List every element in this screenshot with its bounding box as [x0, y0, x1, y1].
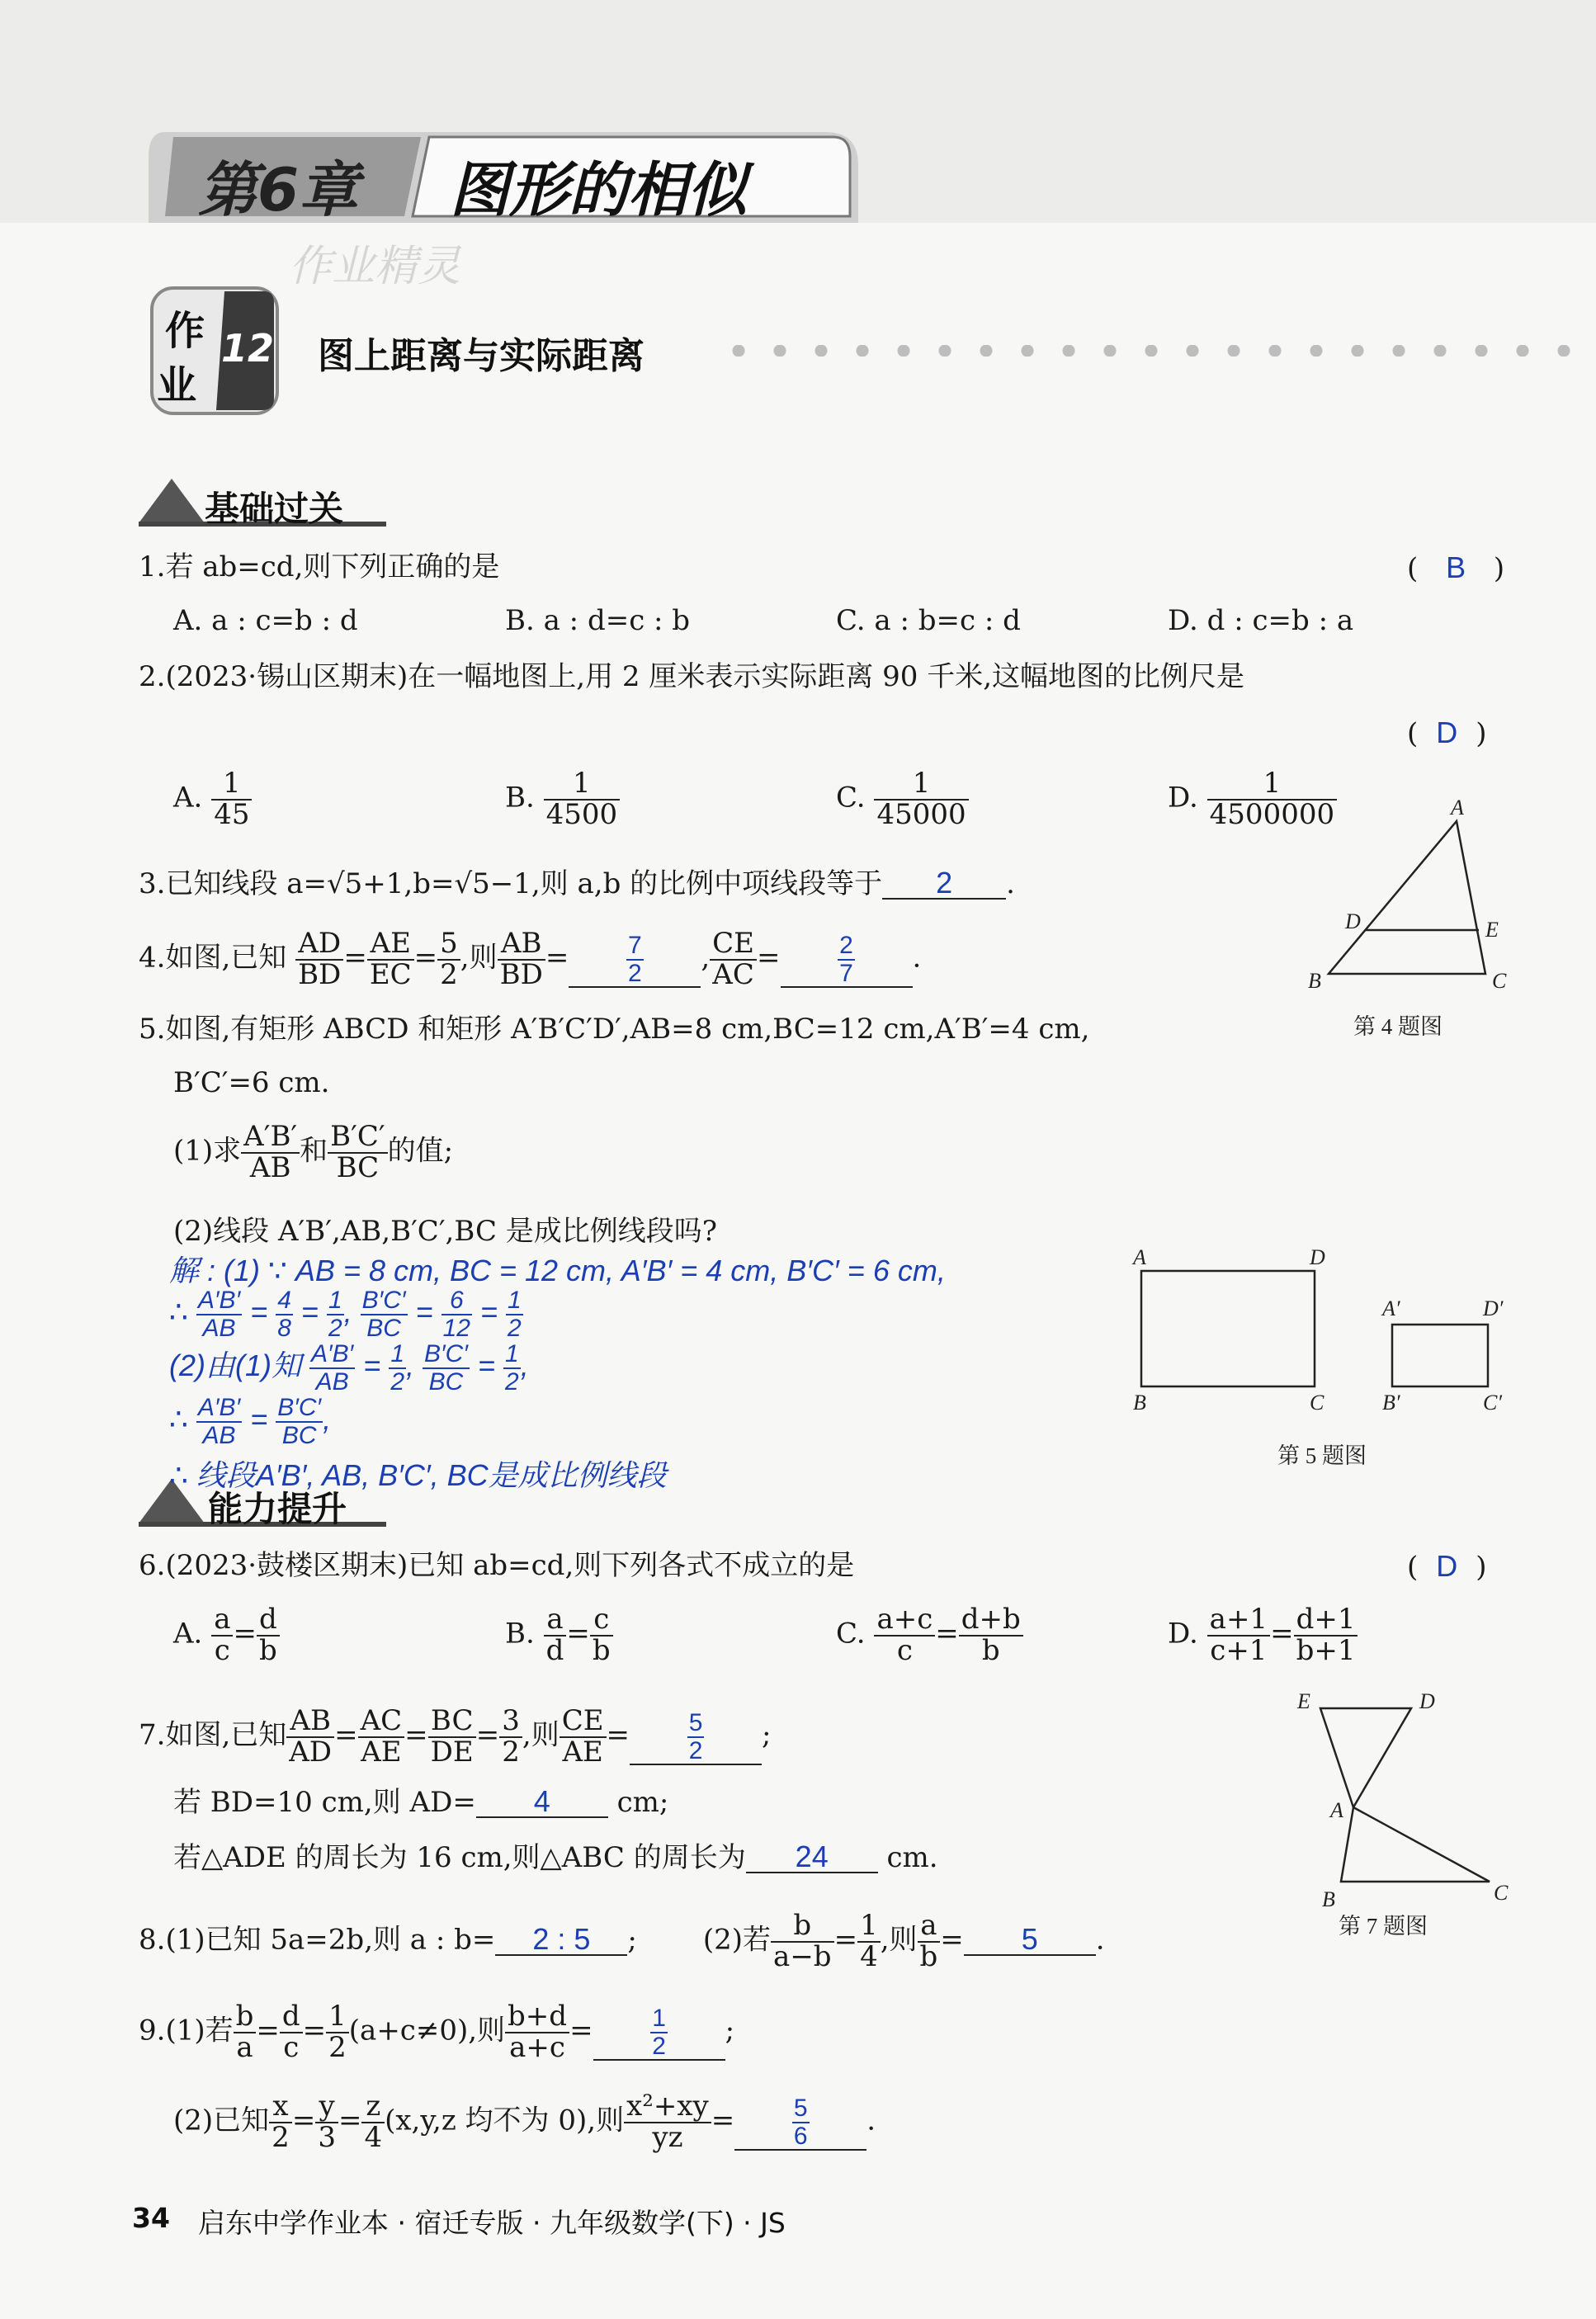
hfrac [309, 1341, 355, 1395]
q7-end1: ; [762, 1718, 772, 1752]
homework-char-1: 作 [165, 308, 205, 354]
q7-line2 [173, 1784, 669, 1819]
num: 2 [839, 932, 853, 960]
label-a: A [1451, 796, 1464, 819]
q4-prefix: 4.如图,已知 [139, 941, 287, 975]
q1-option-c: C. a : b=c : d [836, 604, 1021, 637]
den: AD [286, 1736, 334, 1768]
den: a+c [505, 2032, 569, 2063]
den: d [544, 1635, 567, 1666]
q1-option-a: A. a : c=b : d [173, 604, 358, 637]
den: c [280, 2032, 303, 2063]
q6-option-a: A. $\frac{a}{c}$ = $\frac{d}{b}$ [173, 1605, 280, 1665]
frac [918, 1911, 941, 1972]
q4-frac-ae-ec [367, 929, 414, 989]
den: a [234, 2032, 257, 2063]
label-c: C [1492, 969, 1507, 993]
answer-fraction [626, 933, 644, 986]
num: B′C′ [424, 1340, 468, 1367]
den: yz [624, 2122, 711, 2153]
den: 12 [442, 1314, 470, 1342]
q2-option-b [505, 769, 620, 829]
num: AC [360, 1704, 403, 1737]
num: 1 [860, 1909, 878, 1942]
frac [560, 1704, 607, 1769]
den: 2 [328, 1314, 342, 1342]
q9-answer-1 [593, 2005, 725, 2061]
hfrac [327, 1287, 344, 1341]
frac [590, 1605, 613, 1665]
option-letter: C. [836, 1617, 866, 1651]
num: 1 [912, 767, 931, 800]
q9-line2: (2)已知 $\frac{x}{2}$ = $\frac{y}{3}$ = $\frac{z}{4}$ (x,y,z 均不为 0),则 $\frac{\text{x²+xy}}{yz}$ = $\frac{5}{6}$ . [173, 2090, 876, 2154]
hfrac [276, 1287, 293, 1341]
num: AB [500, 927, 542, 960]
den: b [257, 1635, 280, 1666]
hfrac [196, 1287, 242, 1341]
den: AB [241, 1152, 300, 1183]
frac-b1c1-bc [328, 1122, 387, 1183]
frac [234, 2002, 257, 2062]
frac [1207, 1605, 1270, 1665]
den: BC [328, 1152, 387, 1183]
q5-line1: 5.如图,有矩形 ABCD 和矩形 A′B′C′D′,AB=8 cm,BC=12 cm,A′B′=4 cm, [139, 1013, 1090, 1046]
num: 1 [328, 1287, 342, 1314]
frac [257, 1605, 280, 1665]
num: 1 [508, 1287, 522, 1314]
answer-fraction [838, 933, 855, 986]
num: d [258, 1603, 277, 1636]
homework-number: 12 [221, 326, 275, 371]
frac [959, 1605, 1023, 1665]
num: a+1 [1209, 1603, 1268, 1636]
num: 1 [223, 767, 241, 800]
den: 2 [628, 959, 642, 987]
den: 4 [857, 1941, 881, 1972]
label-d-prime: D′ [1483, 1296, 1504, 1320]
frac-a1b1-ab [241, 1122, 300, 1183]
homework-char-2: 业 [157, 362, 197, 409]
option-letter: B. [505, 781, 535, 815]
frac [326, 2002, 349, 2062]
den: 2 [390, 1367, 405, 1396]
q7-prefix: 7.如图,已知 [139, 1718, 287, 1752]
num: 1 [573, 767, 591, 800]
den: 2 [437, 959, 460, 990]
num: y [319, 2090, 335, 2123]
den: b [918, 1941, 941, 1972]
q7-line3 [173, 1842, 938, 1873]
num: B′C′ [361, 1287, 406, 1314]
hfrac [503, 1341, 521, 1395]
frac [874, 1605, 935, 1665]
frac [315, 2092, 338, 2152]
q3-answer: 2 [882, 868, 1006, 900]
den: 4500 [544, 799, 621, 830]
q6-answer-bracket: ( D ) [1407, 1549, 1487, 1584]
q1-option-b: B. a : d=c : b [505, 604, 691, 637]
den: b [959, 1635, 1023, 1666]
dotted-divider [718, 345, 1584, 357]
label-b: B [1308, 969, 1321, 993]
num: x [272, 2090, 289, 2123]
option-fraction [544, 769, 621, 829]
den: AB [196, 1421, 242, 1449]
paren-close: ) [1493, 552, 1505, 585]
q5-p1-and: 和 [300, 1134, 328, 1168]
num: A′B′ [197, 1394, 241, 1421]
frac [211, 1605, 233, 1665]
den: 2 [499, 1736, 522, 1768]
figure-7-caption: 第 7 题图 [1339, 1914, 1428, 1939]
num: 7 [628, 932, 642, 960]
den: 3 [315, 2122, 338, 2153]
den: a−b [771, 1941, 834, 1972]
q4-answer-1 [569, 933, 701, 988]
option-letter: C. [836, 781, 866, 815]
den: c [874, 1635, 935, 1666]
q4-answer-2 [781, 933, 913, 988]
num: d [281, 2000, 300, 2033]
den: 2 [269, 2122, 292, 2153]
q5-p1-suffix: 的值; [387, 1134, 454, 1168]
option-letter: D. [1168, 781, 1198, 815]
den: 2 [505, 1367, 519, 1396]
q2-option-c [836, 769, 969, 829]
q5-line2: B′C′=6 cm. [173, 1066, 330, 1099]
num: 5 [793, 2095, 808, 2123]
q5-part2: (2)线段 A′B′,AB,B′C′,BC 是成比例线段吗? [173, 1215, 718, 1248]
den: 4500000 [1207, 799, 1337, 830]
therefore: ∴ [169, 1402, 188, 1437]
hfrac [389, 1341, 406, 1395]
sol3-prefix: (2)由(1)知 [169, 1348, 301, 1383]
q9-p2-pre: (2)已知 [173, 2104, 270, 2137]
q4-line: 4.如图,已知 $\frac{AD}{BD}$ = $\frac{AE}{EC}$ = $\frac{5}{2}$ ,则 $\frac{AB}{BD}$ = $\frac{7}{2}$ , $\frac{CE}{AC}$ = $\frac{2}{7}$ . [139, 927, 922, 991]
frac [361, 2092, 385, 2152]
label-b: B [1133, 1391, 1146, 1415]
num: b+d [508, 2000, 568, 2033]
den: 6 [793, 2122, 808, 2150]
hfrac [506, 1287, 523, 1341]
q8-answer-2: 5 [964, 1925, 1096, 1956]
figure-4-caption: 第 4 题图 [1353, 1014, 1443, 1039]
q3-end: . [1006, 867, 1015, 900]
figure-5-caption: 第 5 题图 [1277, 1443, 1367, 1468]
q4-mid: ,则 [460, 941, 498, 975]
label-b: B [1322, 1887, 1335, 1906]
hfrac [441, 1287, 472, 1341]
frac [1294, 1605, 1358, 1665]
den: BC [423, 1367, 470, 1396]
num: BC [430, 1704, 474, 1737]
q1-option-d: D. d : c=b : a [1168, 604, 1354, 637]
den: 45 [211, 799, 252, 830]
num: 1 [505, 1340, 519, 1367]
den: 45000 [874, 799, 968, 830]
q8-p2-mid: ,则 [880, 1923, 918, 1957]
den: AE [560, 1736, 607, 1768]
label-e: E [1485, 918, 1499, 942]
label-d: D [1419, 1689, 1435, 1713]
q2-stem: 2.(2023·锡山区期末)在一幅地图上,用 2 厘米表示实际距离 90 千米,这幅地图的比例尺是 [139, 660, 1245, 693]
num: 5 [440, 927, 458, 960]
num: AE [370, 927, 411, 960]
den: c+1 [1207, 1635, 1270, 1666]
answer-fraction [650, 2005, 668, 2059]
den: BC [361, 1314, 408, 1342]
num: AB [290, 1704, 331, 1737]
den: c [211, 1635, 233, 1666]
q8-p1: 8.(1)已知 5a=2b,则 a : b= [139, 1923, 496, 1957]
num: a+c [876, 1603, 933, 1636]
frac [280, 2002, 303, 2062]
num: 6 [449, 1287, 464, 1314]
frac [428, 1704, 476, 1769]
q5-solution-line5: ∴ 线段A′B′, AB, B′C′, BC是成比例线段 [169, 1458, 667, 1492]
num: 1 [328, 2000, 347, 2033]
num: b [793, 1909, 812, 1942]
label-a-prime: A′ [1382, 1296, 1400, 1320]
paren-open: ( [1407, 552, 1419, 585]
q1-stem: 1.若 ab=cd,则下列正确的是 [139, 550, 500, 583]
hfrac [423, 1341, 470, 1395]
frac [544, 1605, 567, 1665]
num: x²+xy [626, 2090, 709, 2123]
den: EC [367, 959, 414, 990]
q4-end: . [912, 941, 922, 975]
option-letter: B. [505, 1617, 535, 1651]
q7-line2-pre: 若 BD=10 cm,则 AD= [173, 1786, 476, 1819]
q4-frac-ad-bd [295, 929, 343, 989]
q5-solution-line2: ∴ $\frac{A'B'}{AB}$ = $\frac{4}{8}$ = $\frac{1}{2}$ , $\frac{B'C'}{BC}$ = $\frac{6}{12}$ = $\frac{1}{2}$ [169, 1287, 522, 1342]
num: B′C′ [330, 1120, 385, 1153]
figure-5 [1126, 1246, 1514, 1419]
q8-line: 8.(1)已知 5a=2b,则 a : b= 2 : 5 ; (2)若 $\frac{b}{a-b}$ = $\frac{1}{4}$ ,则 $\frac{a}{b}$ = 5 . [139, 1909, 1105, 1973]
q4-frac-ab-bd [498, 929, 545, 989]
q9-p1-pre: 9.(1)若 [139, 2014, 234, 2047]
q7-answer-2: 4 [476, 1787, 608, 1818]
num: c [593, 1603, 610, 1636]
num: A′B′ [311, 1340, 354, 1367]
num: d+b [961, 1603, 1021, 1636]
q7-mid: ,则 [522, 1718, 560, 1752]
frac [624, 2092, 711, 2152]
q9-end1: ; [725, 2014, 735, 2047]
q2-answer: D [1436, 716, 1458, 749]
q7-line2-suf: cm; [616, 1786, 669, 1819]
num: a [920, 1909, 937, 1942]
footer-text: 启东中学作业本 · 宿迁专版 · 九年级数学(下) · JS [198, 2207, 786, 2239]
chapter-label: 第6章 [198, 155, 359, 224]
frac [499, 1704, 522, 1769]
q8-end: . [1095, 1923, 1105, 1957]
watermark: 作业精灵 [289, 242, 461, 291]
option-letter: D. [1168, 1617, 1198, 1651]
q7-line3-pre: 若△ADE 的周长为 16 cm,则△ABC 的周长为 [173, 1841, 746, 1874]
q3-line [139, 868, 1015, 900]
option-letter: A. [173, 781, 203, 815]
q5-solution-line3: (2)由(1)知 $\frac{A'B'}{AB}$ = $\frac{1}{2}$ , $\frac{B'C'}{BC}$ = $\frac{1}{2}$ , [169, 1340, 529, 1396]
den: AC [710, 959, 757, 990]
num: d+1 [1296, 1603, 1356, 1636]
num: AD [298, 927, 342, 960]
chapter-title: 图形的相似 [450, 155, 748, 224]
num: 1 [390, 1340, 405, 1367]
q6-option-d: D. $\frac{a+1}{c+1}$ = $\frac{d+1}{b+1}$ [1168, 1605, 1358, 1665]
option-fraction [874, 769, 968, 829]
q5-part1 [173, 1122, 453, 1183]
label-d: D [1345, 909, 1361, 933]
q5-p1-prefix: (1)求 [173, 1134, 242, 1168]
num: a [214, 1603, 231, 1636]
num: 1 [652, 2005, 666, 2033]
q6-answer: D [1436, 1549, 1458, 1583]
q8-p2-pre: (2)若 [702, 1923, 772, 1957]
num: A′B′ [243, 1120, 298, 1153]
q2-option-a [173, 769, 252, 829]
answer-fraction [792, 2095, 810, 2149]
den: BD [498, 959, 545, 990]
frac [857, 1911, 881, 1972]
num: 3 [502, 1704, 520, 1737]
den: AB [309, 1367, 355, 1396]
section-title-advanced: 能力提升 [208, 1489, 347, 1529]
num: B′C′ [277, 1394, 322, 1421]
q9-answer-2 [734, 2095, 866, 2151]
num: A′B′ [197, 1287, 241, 1314]
num: a [546, 1603, 564, 1636]
den: BD [295, 959, 343, 990]
figure-7 [1287, 1684, 1527, 1906]
den: 2 [326, 2032, 349, 2063]
q6-option-c: C. $\frac{a+c}{c}$ = $\frac{d+b}{b}$ [836, 1605, 1023, 1665]
q4-frac-ce-ac [710, 929, 757, 989]
hfrac [196, 1395, 242, 1448]
answer-fraction [687, 1710, 705, 1764]
frac [286, 1704, 334, 1769]
q1-answer-bracket [1407, 550, 1505, 585]
den: BC [276, 1421, 323, 1449]
den: 2 [652, 2032, 666, 2060]
frac [505, 2002, 569, 2062]
label-a: A [1133, 1246, 1146, 1269]
q6-stem: 6.(2023·鼓楼区期末)已知 ab=cd,则下列各式不成立的是 [139, 1549, 855, 1582]
label-c: C [1494, 1881, 1509, 1905]
num: 4 [277, 1287, 291, 1314]
den: AE [358, 1736, 405, 1768]
figure-4 [1296, 796, 1543, 1011]
hfrac [361, 1287, 408, 1341]
num: 1 [1263, 767, 1282, 800]
den: AB [196, 1314, 242, 1342]
den: 4 [361, 2122, 385, 2153]
q8-sep: ; [627, 1923, 637, 1957]
q9-end2: . [866, 2104, 876, 2137]
q9-line1: 9.(1)若 $\frac{b}{a}$ = $\frac{d}{c}$ = $\frac{1}{2}$ (a+c≠0),则 $\frac{b+d}{a+c}$ = $\frac{1}{2}$ ; [139, 2000, 735, 2064]
frac [771, 1911, 834, 1972]
section-title-basic: 基础过关 [205, 489, 344, 529]
label-c-prime: C′ [1483, 1391, 1503, 1415]
den: b [590, 1635, 613, 1666]
num: b [235, 2000, 254, 2033]
label-e: E [1297, 1689, 1310, 1713]
frac [358, 1704, 405, 1769]
den: 8 [277, 1314, 291, 1342]
option-letter: A. [173, 1617, 203, 1651]
den: 2 [508, 1314, 522, 1342]
q2-answer-bracket: ( D ) [1407, 716, 1487, 750]
den: b+1 [1294, 1635, 1358, 1666]
q5-solution-line1: 解 : (1) ∵ AB = 8 cm, BC = 12 cm, A′B′ = 4 cm, B′C′ = 6 cm, [169, 1254, 946, 1287]
q8-answer-1: 2 : 5 [495, 1925, 627, 1956]
label-b-prime: B′ [1382, 1391, 1400, 1415]
num: z [366, 2090, 381, 2123]
frac [269, 2092, 292, 2152]
q3-stem: 3.已知线段 a=√5+1,b=√5−1,则 a,b 的比例中项线段等于 [139, 867, 883, 900]
num: 5 [688, 1709, 703, 1737]
hfrac [276, 1395, 323, 1448]
homework-title: 图上距离与实际距离 [318, 335, 645, 377]
option-fraction [211, 769, 252, 829]
num: CE [712, 927, 755, 960]
den: 7 [839, 959, 853, 987]
den: DE [428, 1736, 476, 1768]
page-number: 34 [132, 2202, 170, 2234]
q6-option-b: B. $\frac{a}{d}$ = $\frac{c}{b}$ [505, 1605, 613, 1665]
label-a: A [1330, 1798, 1343, 1822]
q4-frac-5-2 [437, 929, 460, 989]
label-d: D [1310, 1246, 1325, 1269]
q7-answer-1 [630, 1710, 762, 1765]
q7-line3-suf: cm. [886, 1841, 938, 1874]
q1-answer: B [1446, 550, 1466, 584]
q7-answer-3: 24 [746, 1842, 878, 1873]
q7-line1: 7.如图,已知 $\frac{AB}{AD}$ = $\frac{AC}{AE}$ = $\frac{BC}{DE}$ = $\frac{3}{2}$ ,则 $\frac{CE}{AE}$ = $\frac{5}{2}$ ; [139, 1704, 772, 1769]
num: CE [561, 1704, 604, 1737]
q5-solution-line4: ∴ $\frac{A'B'}{AB}$ = $\frac{B'C'}{BC}$ , [169, 1394, 332, 1449]
q9-p2-cond: (x,y,z 均不为 0),则 [385, 2104, 625, 2137]
den: 2 [688, 1736, 703, 1764]
therefore: ∴ [169, 1295, 188, 1330]
q9-p1-cond: (a+c≠0),则 [348, 2014, 506, 2047]
label-c: C [1310, 1391, 1324, 1415]
